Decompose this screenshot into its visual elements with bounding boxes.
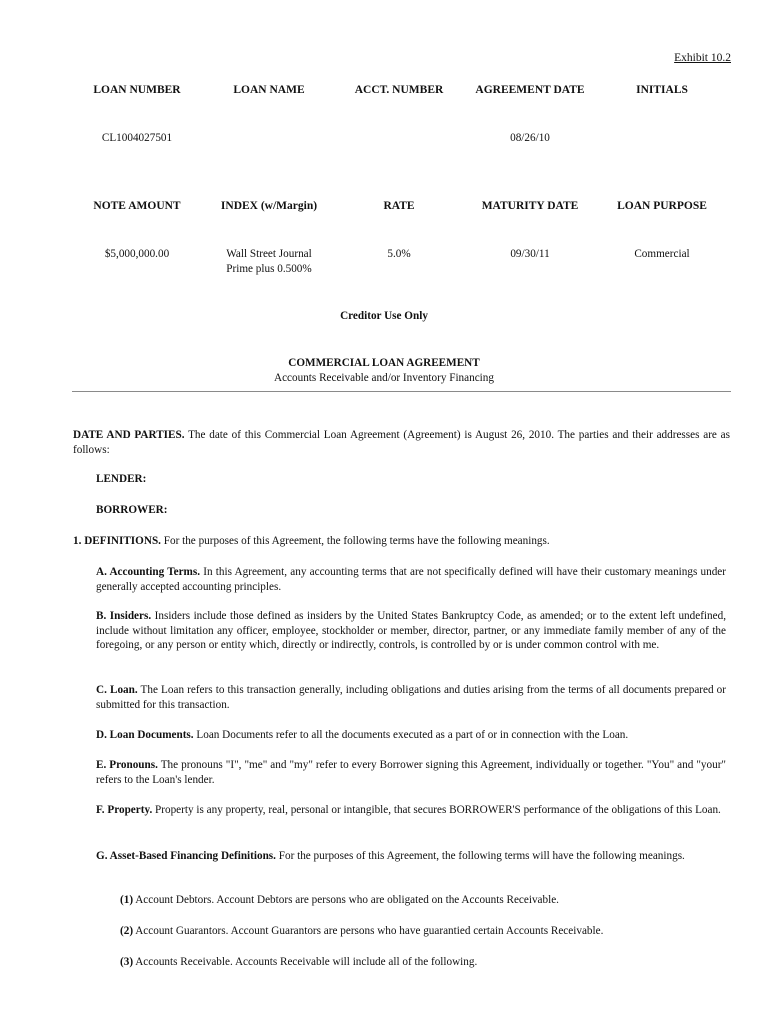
term-insiders-text: Insiders include those defined as insiders by the United States Bankruptcy Code, as amended; or to the extent left undefined, include without limitation any officer, employee, stockholder or member, director, partner, or any immediate family member of any of the foregoing, or any person or entity which, directly or indirectly, controls, is controlled by or is under common control with me. bbox=[96, 610, 726, 651]
value-loan-number: CL1004027501 bbox=[101, 132, 173, 144]
header-note-amount: NOTE AMOUNT bbox=[93, 200, 181, 212]
subterm-account-debtors bbox=[120, 893, 720, 908]
term-loan-text: The Loan refers to this transaction generally, including obligations and duties arising from the terms of all documents prepared or submitted for this transaction. bbox=[96, 684, 726, 711]
term-loan bbox=[96, 683, 726, 712]
value-index-line-2: Prime plus 0.500% bbox=[226, 262, 312, 275]
header-initials: INITIALS bbox=[636, 84, 688, 96]
term-insiders-heading: B. Insiders. bbox=[96, 610, 152, 622]
subterm-3-text: Accounts Receivable. Accounts Receivable will include all of the following. bbox=[133, 956, 478, 968]
term-accounting-heading: A. Accounting Terms. bbox=[96, 566, 201, 578]
date-and-parties-text: The date of this Commercial Loan Agreement (Agreement) is August 26, 2010. The parties and their addresses are as follows: bbox=[73, 429, 730, 456]
header-index: INDEX (w/Margin) bbox=[220, 200, 318, 212]
value-maturity-date: 09/30/11 bbox=[510, 248, 550, 260]
term-asset-based-heading: G. Asset-Based Financing Definitions. bbox=[96, 850, 276, 862]
subterm-accounts-receivable bbox=[120, 955, 720, 970]
term-property-heading: F. Property. bbox=[96, 804, 153, 816]
term-pronouns bbox=[96, 758, 726, 787]
value-note-amount: $5,000,000.00 bbox=[104, 248, 170, 260]
header-agreement-date: AGREEMENT DATE bbox=[475, 84, 585, 96]
lender-label: LENDER: bbox=[96, 473, 147, 485]
term-property bbox=[96, 803, 726, 818]
subterm-1-text: Account Debtors. Account Debtors are persons who are obligated on the Accounts Receivable. bbox=[133, 894, 559, 906]
value-index bbox=[204, 247, 334, 276]
header-loan-number: LOAN NUMBER bbox=[93, 84, 181, 96]
borrower-label: BORROWER: bbox=[96, 504, 168, 516]
term-asset-based bbox=[96, 849, 726, 864]
term-accounting-text: In this Agreement, any accounting terms that are not specifically defined will have their customary meanings under generally accepted accounting principles. bbox=[96, 566, 726, 593]
document-title: COMMERCIAL LOAN AGREEMENT bbox=[288, 357, 480, 369]
title-divider bbox=[72, 391, 731, 392]
definitions-heading: 1. DEFINITIONS. bbox=[73, 535, 161, 547]
header-loan-purpose: LOAN PURPOSE bbox=[617, 200, 707, 212]
date-and-parties-heading: DATE AND PARTIES. bbox=[73, 429, 185, 441]
header-loan-name: LOAN NAME bbox=[233, 84, 305, 96]
term-asset-based-text: For the purposes of this Agreement, the following terms will have the following meanings. bbox=[275, 850, 685, 862]
term-pronouns-text: The pronouns "I", "me" and "my" refer to every Borrower signing this Agreement, individually or together. "You" and "your" refers to the Loan's lender. bbox=[96, 759, 726, 786]
subterm-2-text: Account Guarantors. Account Guarantors are persons who have guarantied certain Accounts Receivable. bbox=[133, 925, 604, 937]
subterm-account-guarantors bbox=[120, 924, 720, 939]
term-loan-documents bbox=[96, 728, 726, 743]
term-loan-documents-text: Loan Documents refer to all the documents executed as a part of or in connection with the Loan. bbox=[193, 729, 629, 741]
value-agreement-date: 08/26/10 bbox=[510, 132, 550, 144]
date-and-parties-paragraph bbox=[73, 428, 730, 457]
value-index-line-1: Wall Street Journal bbox=[226, 248, 312, 260]
header-maturity-date: MATURITY DATE bbox=[481, 200, 579, 212]
term-pronouns-heading: E. Pronouns. bbox=[96, 759, 158, 771]
value-rate: 5.0% bbox=[387, 248, 411, 260]
term-loan-documents-heading: D. Loan Documents. bbox=[96, 729, 194, 741]
subterm-3-number: (3) bbox=[120, 956, 134, 968]
term-insiders bbox=[96, 609, 726, 653]
definitions-paragraph bbox=[73, 534, 730, 549]
header-acct-number: ACCT. NUMBER bbox=[354, 84, 444, 96]
subterm-1-number: (1) bbox=[120, 894, 134, 906]
document-subtitle: Accounts Receivable and/or Inventory Financing bbox=[274, 372, 494, 384]
subterm-2-number: (2) bbox=[120, 925, 134, 937]
term-property-text: Property is any property, real, personal or intangible, that secures BORROWER'S performance of the obligations of this Loan. bbox=[152, 804, 721, 816]
definitions-text: For the purposes of this Agreement, the following terms have the following meanings. bbox=[160, 535, 550, 547]
term-accounting bbox=[96, 565, 726, 594]
header-rate: RATE bbox=[383, 200, 415, 212]
term-loan-heading: C. Loan. bbox=[96, 684, 138, 696]
creditor-use-only: Creditor Use Only bbox=[340, 310, 428, 322]
exhibit-label: Exhibit 10.2 bbox=[674, 52, 731, 64]
value-loan-purpose: Commercial bbox=[634, 248, 690, 260]
